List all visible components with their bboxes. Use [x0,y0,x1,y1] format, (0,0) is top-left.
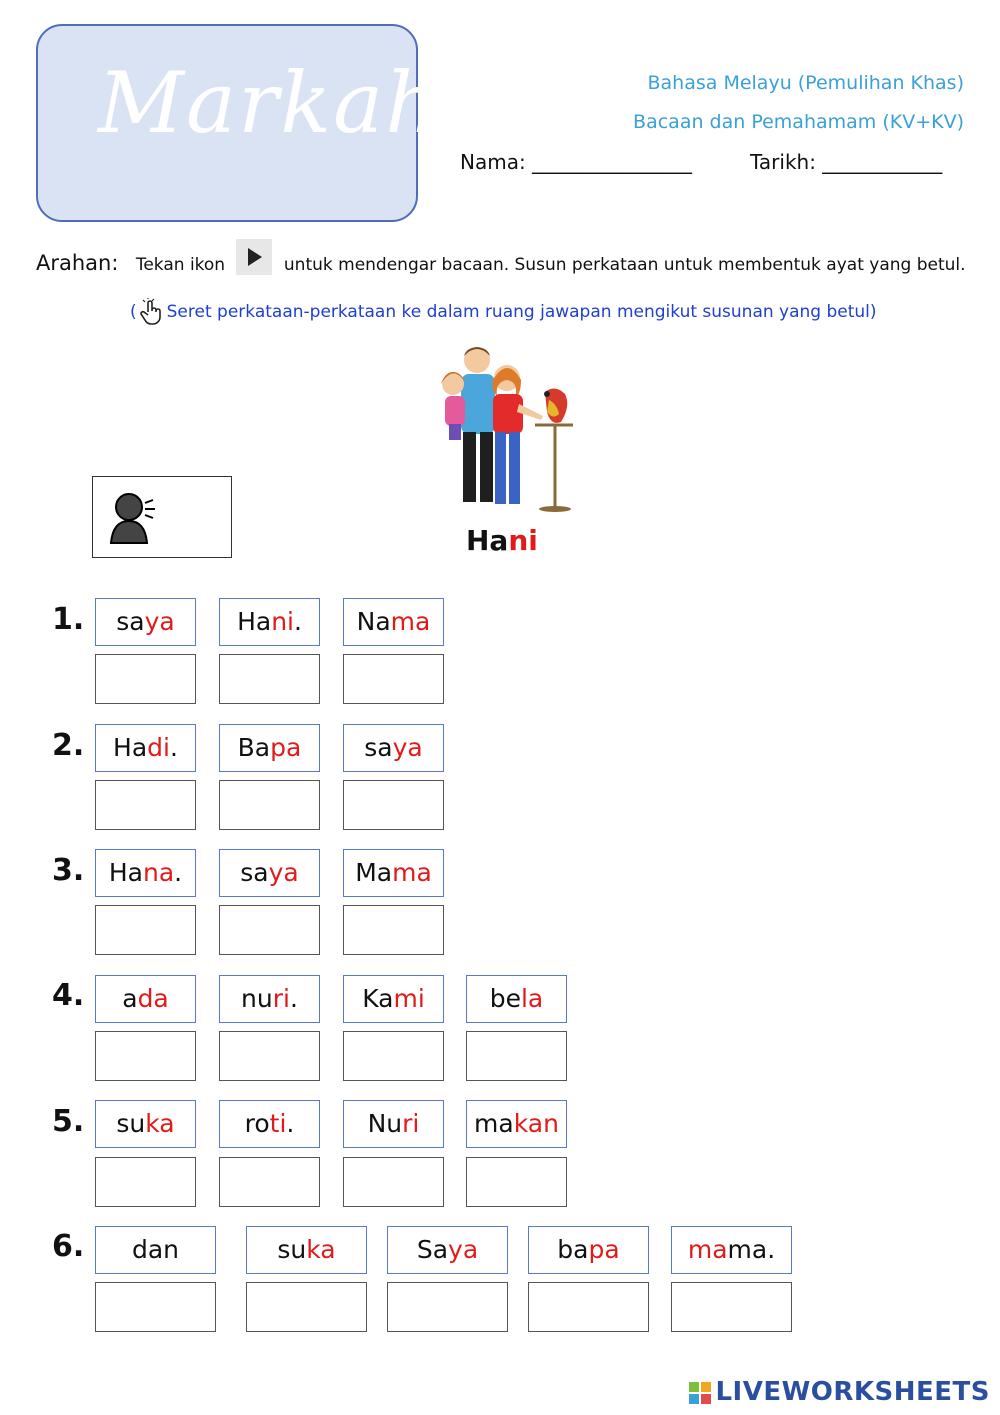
answer-slot[interactable] [466,1157,567,1207]
answer-slot[interactable] [466,1031,567,1081]
word-tile[interactable]: saya [219,849,320,897]
answer-slot[interactable] [95,1157,196,1207]
caption-red: ni [508,524,538,557]
hand-pointer-icon [139,298,165,326]
score-box [36,24,442,222]
instruction-after-icon: untuk mendengar bacaan. Susun perkataan untuk membentuk ayat yang betul. [283,255,966,275]
answer-slot[interactable] [95,1282,216,1332]
score-label: Markah [98,54,442,152]
word-tile[interactable]: bapa [528,1226,649,1274]
drag-instruction-text: Seret perkataan-perkataan ke dalam ruang jawapan mengikut susunan yang betul) [166,302,877,322]
instruction-before-icon: Tekan ikon [135,255,226,275]
answer-slot[interactable] [219,1031,320,1081]
word-tile[interactable]: roti. [219,1100,320,1148]
liveworksheets-logo [689,1377,990,1407]
word-tile[interactable]: Kami [343,975,444,1023]
question-number: 6. [52,1229,85,1264]
word-tile[interactable]: Saya [387,1226,508,1274]
word-tile[interactable]: suka [95,1100,196,1148]
answer-slot[interactable] [219,780,320,830]
answer-slot[interactable] [246,1282,367,1332]
answer-slot[interactable] [95,1031,196,1081]
speaking-head-icon [107,489,157,545]
family-parrot-illustration [415,340,585,515]
word-tile[interactable]: Bapa [219,724,320,772]
liveworksheets-brand: LIVEWORKSHEETS [715,1377,990,1407]
answer-slot[interactable] [528,1282,649,1332]
answer-slot[interactable] [671,1282,792,1332]
topic-title: Bacaan dan Pemahamam (KV+KV) [633,111,964,133]
answer-slot[interactable] [387,1282,508,1332]
picture-caption [466,524,538,557]
drag-open-paren: ( [130,302,137,322]
word-tile[interactable]: saya [95,598,196,646]
date-field[interactable]: Tarikh: ____________ [750,150,943,174]
answer-slot[interactable] [343,905,444,955]
question-number: 2. [52,728,85,763]
word-tile[interactable]: Hani. [219,598,320,646]
instruction-line [36,247,966,283]
answer-slot[interactable] [343,1031,444,1081]
answer-slot[interactable] [219,905,320,955]
question-number: 4. [52,978,85,1013]
audio-speaker-box[interactable] [92,476,232,558]
word-tile[interactable]: Mama [343,849,444,897]
answer-slot[interactable] [343,780,444,830]
word-tile[interactable]: makan [466,1100,567,1148]
word-tile[interactable]: Hana. [95,849,196,897]
question-number: 5. [52,1104,85,1139]
answer-slot[interactable] [219,654,320,704]
answer-slot[interactable] [343,654,444,704]
answer-slot[interactable] [219,1157,320,1207]
drag-instruction [130,298,877,326]
word-tile[interactable]: nuri. [219,975,320,1023]
word-tile[interactable]: suka [246,1226,367,1274]
word-tile[interactable]: bela [466,975,567,1023]
liveworksheets-logo-icon [689,1382,711,1404]
word-tile[interactable]: mama. [671,1226,792,1274]
answer-slot[interactable] [95,780,196,830]
caption-black: Ha [466,524,509,557]
word-tile[interactable]: saya [343,724,444,772]
word-tile[interactable]: ada [95,975,196,1023]
play-icon[interactable] [236,239,272,275]
name-field[interactable]: Nama: ________________ [460,150,693,174]
subject-title: Bahasa Melayu (Pemulihan Khas) [647,72,964,94]
instruction-label: Arahan: [36,251,119,275]
word-tile[interactable]: Nama [343,598,444,646]
question-number: 3. [52,853,85,888]
answer-slot[interactable] [343,1157,444,1207]
word-tile[interactable]: dan [95,1226,216,1274]
word-tile[interactable]: Hadi. [95,724,196,772]
word-tile[interactable]: Nuri [343,1100,444,1148]
question-number: 1. [52,602,85,637]
answer-slot[interactable] [95,654,196,704]
answer-slot[interactable] [95,905,196,955]
